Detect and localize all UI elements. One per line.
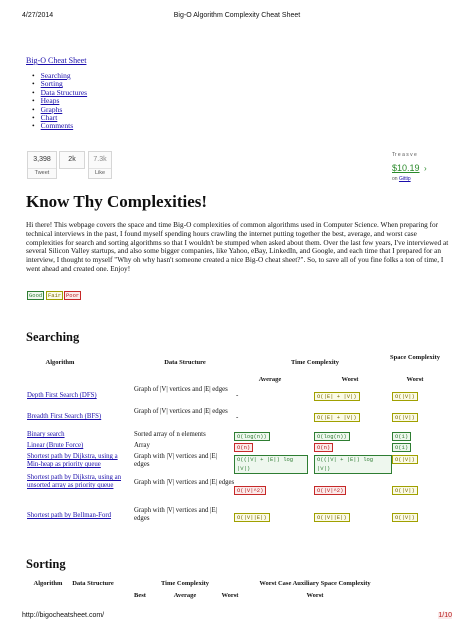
like-button[interactable]: Like (89, 168, 111, 178)
tweet-button[interactable]: Tweet (28, 168, 56, 178)
col-header-best: Best (134, 592, 146, 599)
algo-link-bfs[interactable]: Breadth First Search (BFS) (27, 413, 102, 420)
worst-cell: O(n) (314, 443, 333, 452)
nav-item-comments[interactable] (32, 122, 87, 130)
likes-widget[interactable] (59, 151, 85, 169)
avg-cell: - (236, 413, 239, 421)
print-title: Big-O Algorithm Complexity Cheat Sheet (173, 12, 301, 19)
worst-cell: O(|V|^2) (314, 486, 346, 495)
data-structure-cell: Array (134, 442, 150, 449)
nav-link[interactable]: Data Structures (40, 87, 88, 97)
space-cell: O(|V|) (392, 486, 418, 495)
data-structure-cell: Graph with |V| vertices and |E| edges (134, 479, 235, 486)
col-header-aux-space: Worst Case Auxiliary Space Complexity (259, 580, 371, 587)
col-header-time-complexity: Time Complexity (160, 580, 210, 587)
worst-cell: O(|E| + |V|) (314, 413, 360, 422)
col-header-average: Average (173, 592, 197, 599)
data-structure-cell: Sorted array of n elements (134, 431, 206, 438)
data-structure-cell: Graph of |V| vertices and |E| edges (134, 408, 228, 415)
space-cell: O(|V|) (392, 392, 418, 401)
avg-cell: O((|V| + |E|) log |V|) (234, 455, 308, 474)
nav-link[interactable]: Sorting (40, 79, 63, 89)
worst-cell: O((|V| + |E|) log |V|) (314, 455, 392, 474)
col-header-average: Average (258, 376, 282, 383)
data-structure-cell: Graph with |V| vertices and |E| edges (134, 507, 218, 522)
print-url[interactable]: http://bigocheatsheet.com/ (22, 612, 105, 619)
algo-link-linear[interactable]: Linear (Brute Force) (27, 442, 84, 449)
legend-fair: Fair (48, 292, 62, 299)
worst-cell: O(|E| + |V|) (314, 392, 360, 401)
legend-poor: Poor (66, 292, 80, 299)
avg-cell: O(|V|^2) (234, 486, 266, 495)
gittip-on-prefix: on (392, 176, 398, 182)
gittip-amount[interactable]: $10.19 (392, 163, 420, 173)
nav-link[interactable]: Heaps (40, 96, 60, 106)
space-cell: O(1) (392, 432, 411, 441)
algo-link-binary-search[interactable]: Binary search (27, 431, 65, 438)
intro-paragraph: Hi there! This webpage covers the space and time Big-O complexities of common algorithms used in Computer Science. When preparing for technical interviews in the past, I found myself spending hours crawling the internet putting together the best, average, and worst case complexities for search and sorting algorithms so that I wouldn't be stumped when asked about them. Over the last few years, I've interviewed at several Silicon Valley startups, and also some bigger companies, like Yahoo, eBay, LinkedIn, and Google, and each time that I prepared for an interview, I thought to myself "Why oh why hasn't someone created a nice Big-O cheat sheet?". So, to save all of you fine folks a ton of time, I went ahead and created one. Enjoy! (26, 220, 449, 273)
section-heading-sorting: Sorting (26, 557, 66, 571)
like-count: 7.3k (93, 156, 107, 163)
tweet-count: 3,398 (33, 156, 51, 163)
nav-link[interactable]: Graphs (40, 104, 63, 114)
space-cell: O(1) (392, 443, 411, 452)
avg-cell: O(n) (234, 443, 253, 452)
col-header-data-structure: Data Structure (164, 359, 206, 366)
col-header-space-worst: Worst (406, 376, 424, 383)
gittip-site-link[interactable]: Gittip (398, 176, 411, 182)
worst-cell: O(|V||E|) (314, 513, 350, 522)
algo-link-dijkstra-min-heap[interactable]: Shortest path by Dijkstra, using a Min-heap as priority queue (27, 453, 118, 468)
nav-link[interactable]: Searching (40, 71, 71, 80)
worst-cell: O(log(n)) (314, 432, 350, 441)
space-cell: O(|V|) (392, 413, 418, 422)
likes-count: 2k (68, 156, 76, 163)
section-nav (32, 72, 87, 131)
col-header-algorithm: Algorithm (33, 580, 63, 587)
site-home-link[interactable]: Big-O Cheat Sheet (26, 56, 87, 65)
col-header-worst: Worst (221, 592, 239, 599)
like-widget[interactable] (88, 151, 112, 179)
algo-link-bellman-ford[interactable]: Shortest path by Bellman-Ford (27, 512, 112, 519)
space-cell: O(|V|) (392, 513, 418, 522)
nav-link[interactable]: Comments (40, 121, 74, 131)
avg-cell: O(log(n)) (234, 432, 270, 441)
data-structure-cell: Graph with |V| vertices and |E| edges (134, 453, 218, 468)
gittip-label: Tr e a s v e (392, 152, 417, 158)
data-structure-cell: Graph of |V| vertices and |E| edges (134, 386, 228, 393)
print-page-number: 1/10 (438, 612, 452, 619)
avg-cell: O(|V||E|) (234, 513, 270, 522)
tweet-widget[interactable] (27, 151, 57, 179)
col-header-time-complexity: Time Complexity (290, 359, 340, 366)
print-date: 4/27/2014 (22, 12, 54, 19)
nav-link[interactable]: Chart (40, 112, 58, 122)
col-header-space-complexity: Space Complexity (389, 354, 440, 361)
legend-good: Good (29, 292, 43, 299)
print-footer (22, 612, 452, 622)
space-cell: O(|V|) (392, 455, 418, 464)
avg-cell: - (236, 391, 239, 399)
col-header-space-worst: Worst (306, 592, 324, 599)
algo-link-dfs[interactable]: Depth First Search (DFS) (27, 392, 97, 399)
section-heading-searching: Searching (26, 330, 80, 344)
col-header-worst: Worst (341, 376, 359, 383)
gittip-widget (392, 152, 462, 182)
page-title: Know Thy Complexities! (26, 192, 208, 211)
algo-link-dijkstra-unsorted[interactable]: Shortest path by Dijkstra, using an unsorted array as priority queue (27, 474, 122, 489)
col-header-algorithm: Algorithm (45, 359, 75, 366)
chevron-right-icon: › (423, 164, 427, 173)
print-header (22, 12, 452, 22)
col-header-data-structure: Data Structure (72, 580, 114, 587)
